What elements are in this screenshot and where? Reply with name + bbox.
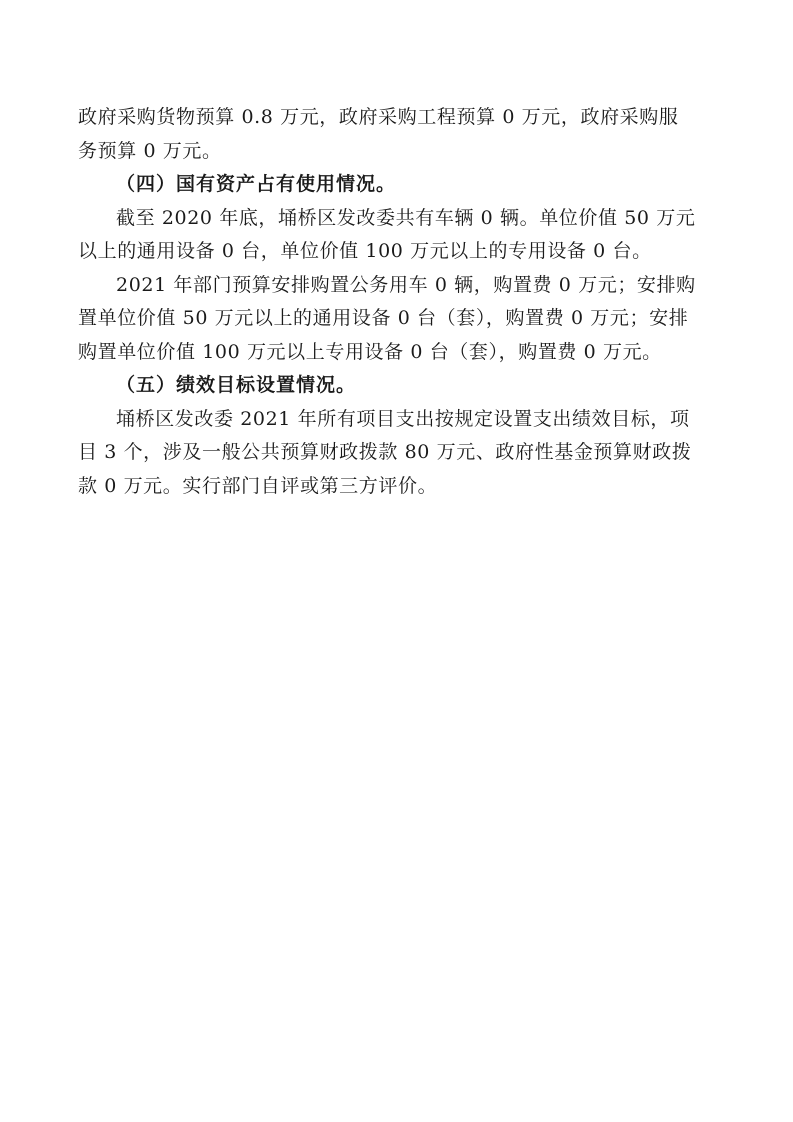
paragraph-purchase-plan: 2021 年部门预算安排购置公务用车 0 辆，购置费 0 万元；安排购 置单位价值 50 万元以上的通用设备 0 台（套），购置费 0 万元；安排 购置单位价值 100 万元以上专用设备 0 台（套），购置费 0 万元。 — [78, 273, 696, 363]
section-heading-state-assets: （四）国有资产占有使用情况。 — [116, 173, 397, 195]
section-heading-performance-goals: （五）绩效目标设置情况。 — [116, 374, 357, 396]
paragraph-procurement-budget: 政府采购货物预算 0.8 万元，政府采购工程预算 0 万元，政府采购服 务预算 0 万元。 — [78, 106, 679, 162]
paragraph-performance-goals: 埇桥区发改委 2021 年所有项目支出按规定设置支出绩效目标，项 目 3 个，涉及一般公共预算财政拨款 80 万元、政府性基金预算财政拨 款 0 万元。实行部门自评或第三方评价。 — [78, 407, 692, 497]
document-body — [78, 101, 718, 503]
paragraph-vehicles-equipment: 截至 2020 年底，埇桥区发改委共有车辆 0 辆。单位价值 50 万元 以上的通用设备 0 台，单位价值 100 万元以上的专用设备 0 台。 — [78, 206, 696, 262]
